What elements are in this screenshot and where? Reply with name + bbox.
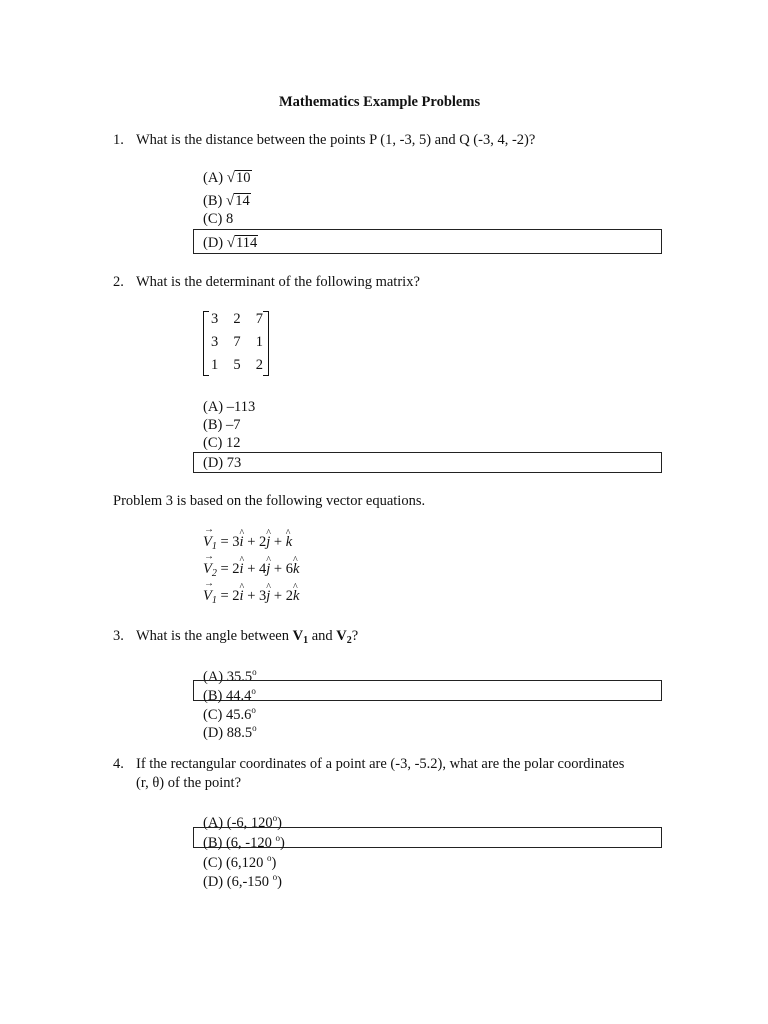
matrix-row	[211, 310, 263, 328]
matrix-cell: 2	[255, 357, 263, 373]
matrix-cell: 7	[233, 334, 241, 350]
i-coefficient: 2	[232, 588, 240, 604]
matrix-cell: 1	[211, 357, 219, 373]
answer-box-q2	[193, 452, 662, 473]
q4-text-line1: If the rectangular coordinates of a point are (-3, -5.2), what are the polar coordinates	[136, 756, 625, 772]
q4-option-c-close: )	[271, 855, 277, 871]
q2-option-c: (C) 12	[203, 435, 241, 451]
vector-subscript: 1	[211, 541, 217, 552]
q1-option-a	[203, 169, 252, 187]
q3-vector-2: V	[336, 628, 347, 644]
degree-mark: o	[251, 686, 256, 696]
q2-option-b: (B) –7	[203, 417, 241, 433]
degree-mark: o	[275, 833, 280, 843]
matrix-row	[211, 356, 263, 374]
q3-text-prefix: What is the angle between	[136, 628, 289, 644]
q4-number: 4.	[113, 756, 124, 772]
q3-option-b-text: (B) 44.4	[203, 688, 252, 704]
answer-box-q1	[193, 229, 662, 254]
q4-option-b-close: )	[280, 835, 285, 851]
q4-option-d-close: )	[277, 874, 283, 890]
i-coefficient: 2	[232, 561, 240, 577]
matrix-row	[211, 333, 263, 351]
degree-mark: o	[267, 853, 272, 863]
q1-number: 1.	[113, 132, 124, 148]
vector-symbol: → V	[203, 531, 212, 553]
degree-mark: o	[272, 872, 278, 882]
matrix-right-bracket	[263, 311, 269, 376]
degree-mark: o	[272, 813, 278, 823]
q3-text-and: and	[311, 628, 333, 644]
matrix-cell: 1	[255, 334, 263, 350]
q4-option-a-close: )	[277, 815, 283, 831]
degree-mark: o	[252, 723, 257, 733]
q1-option-b	[203, 192, 251, 210]
vector-equation-3: → $V_1$ = 2^ i + 3^ j + 2^ k	[203, 585, 299, 612]
q1-option-c-value: 8	[225, 211, 234, 227]
j-coefficient: 2	[259, 534, 267, 550]
degree-mark: o	[251, 705, 256, 715]
q3-option-d	[203, 719, 257, 742]
degree-mark: o	[252, 667, 257, 677]
q4-option-d	[203, 868, 282, 891]
vector-symbol: → V	[203, 558, 212, 580]
q2-text: What is the determinant of the following matrix?	[136, 274, 420, 290]
j-coefficient: 3	[259, 588, 267, 604]
sqrt-icon: √	[226, 170, 235, 186]
q3-question-mark: ?	[351, 628, 359, 644]
j-coefficient: 4	[259, 561, 267, 577]
q1-option-b-value: 14	[235, 193, 250, 209]
vector-equation-2: → $V_2$ = 2^ i + 4^ j + 6^ k	[203, 558, 299, 585]
q4-option-a-text: (A) (-6, 120	[203, 815, 273, 831]
q1-text: What is the distance between the points P (1, -3, 5) and Q (-3, 4, -2)?	[136, 132, 536, 148]
q2-number: 2.	[113, 274, 124, 290]
vector-equation-1: → $V_1$ = 3^ i + 2^ j + ^ k	[203, 531, 292, 558]
matrix	[203, 310, 269, 376]
q3-vector-1: V	[292, 628, 304, 644]
q1-option-c	[203, 210, 233, 228]
q1-option-d-value: 114	[236, 235, 258, 251]
matrix-cell: 2	[233, 311, 241, 327]
q4-option-c-text: (C) (6,120	[203, 855, 268, 871]
matrix-cell: 5	[233, 357, 241, 373]
q1-option-c-label: (C)	[203, 211, 223, 227]
q4-option-b-text: (B) (6, -120	[203, 835, 276, 851]
q3-option-c-text: (C) 45.6	[203, 707, 252, 723]
q1-option-b-label: (B)	[203, 193, 223, 209]
q2-option-a: (A) –113	[203, 399, 256, 415]
q4-text-line2: (r, θ) of the point?	[136, 775, 242, 791]
q1-option-a-label: (A)	[203, 170, 224, 186]
q4-option-d-text: (D) (6,-150	[203, 874, 273, 890]
vector-subscript: 2	[211, 568, 217, 579]
q1-option-d	[203, 234, 258, 252]
matrix-left-bracket	[203, 311, 209, 376]
q3-option-a-text: (A) 35.5	[203, 669, 253, 685]
k-coefficient: 2	[285, 588, 293, 604]
page-title: Mathematics Example Problems	[279, 94, 481, 110]
matrix-cell: 3	[211, 311, 219, 327]
matrix-cell: 7	[255, 311, 263, 327]
q3-number: 3.	[113, 628, 124, 644]
q3-option-d-text: (D) 88.5	[203, 725, 253, 741]
q3-vector-1-subscript: 1	[303, 635, 309, 646]
q1-option-d-label: (D)	[203, 235, 224, 251]
matrix-cell: 3	[211, 334, 219, 350]
problem3-intro: Problem 3 is based on the following vector equations.	[113, 493, 426, 509]
q3-vector-2-subscript: 2	[346, 635, 352, 646]
vector-subscript: 1	[211, 595, 217, 606]
q2-option-d: (D) 73	[203, 455, 242, 471]
q1-option-a-value: 10	[236, 170, 251, 186]
answer-box-q3	[193, 680, 662, 701]
vector-symbol: → V	[203, 585, 212, 607]
i-coefficient: 3	[232, 534, 240, 550]
sqrt-icon: √	[226, 235, 235, 251]
q3-text	[136, 627, 358, 650]
k-coefficient: 6	[285, 561, 293, 577]
sqrt-icon: √	[225, 193, 235, 209]
